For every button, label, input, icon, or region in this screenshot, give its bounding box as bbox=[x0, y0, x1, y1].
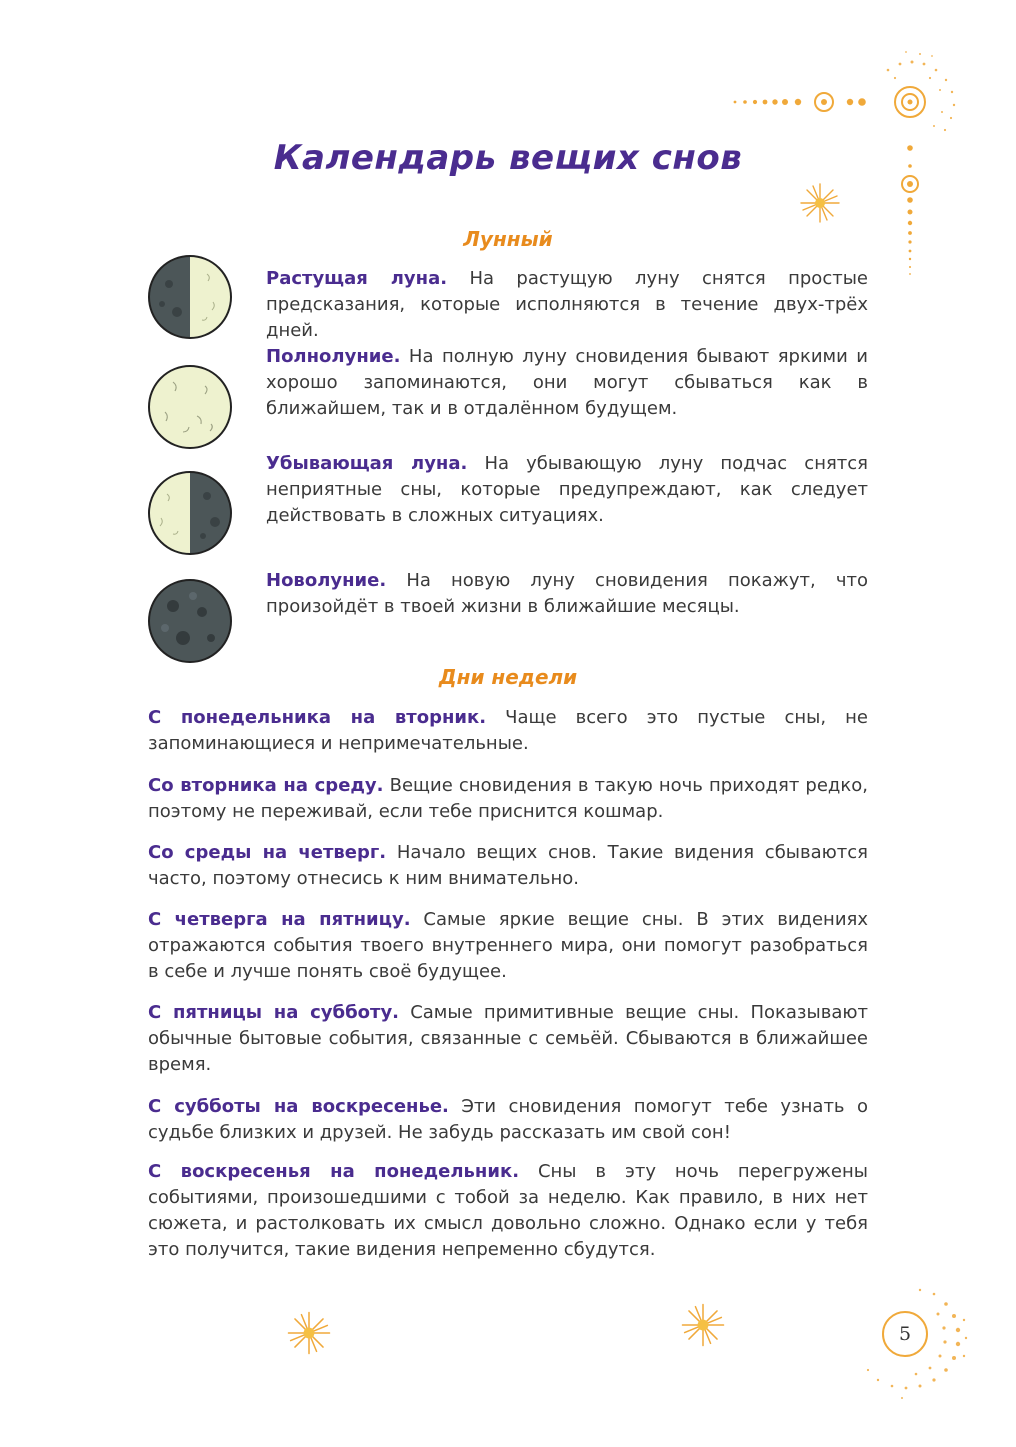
weekday-item: С пятницы на субботу. Самые примитивные вещие сны. Показывают обычные бытовые события, связанные с семьёй. Сбываются в ближайшее время. bbox=[148, 1002, 868, 1075]
page-title: Календарь вещих снов bbox=[273, 138, 743, 178]
waxing-moon-icon bbox=[147, 254, 233, 340]
lunar-heading: Лунный bbox=[463, 227, 553, 251]
sparkle-icon bbox=[676, 1298, 730, 1352]
lunar-item-full: Полнолуние. На полную луну сновидения бывают яркими и хорошо запоминаются, они могут сбываться как в ближайшем, так и в отдалённом будущем. bbox=[266, 346, 868, 419]
lunar-item-new: Новолуние. На новую луну сновидения покажут, что произойдёт в твоей жизни в ближайшие месяцы. bbox=[266, 570, 868, 617]
full-moon-icon bbox=[147, 364, 233, 450]
weekday-item: С четверга на пятницу. Самые яркие вещие сны. В этих видениях отражаются события твоего внутреннего мира, они помогут разобраться в себе и лучше понять своё будущее. bbox=[148, 909, 868, 982]
page-number: 5 bbox=[882, 1311, 928, 1357]
sparkle-icon bbox=[282, 1306, 336, 1360]
new-moon-icon bbox=[147, 578, 233, 664]
sparkle-icon bbox=[795, 178, 845, 228]
weekday-item: Со среды на четверг. Начало вещих снов. Такие видения сбываются часто, поэтому отнесись к ним внимательно. bbox=[148, 842, 869, 889]
weekday-item: С субботы на воскресенье. Эти сновидения помогут тебе узнать о судьбе близких и друзей. Не забудь рассказать им свой сон! bbox=[148, 1096, 868, 1143]
weekday-item: Со вторника на среду. Вещие сновидения в такую ночь приходят редко, поэтому не переживай, если тебе приснится кошмар. bbox=[148, 775, 868, 822]
weekday-item: С понедельника на вторник. Чаще всего это пустые сны, не запоминающиеся и непримечательные. bbox=[148, 707, 868, 754]
waning-moon-icon bbox=[147, 470, 233, 556]
weekday-item: С воскресенья на понедельник. Сны в эту ночь перегружены событиями, произошедшими с тобой за неделю. Как правило, в них нет сюжета, и растолковать их смысл довольно сложно. Однако если у тебя это получится, такие видения непременно сбудутся. bbox=[148, 1161, 868, 1260]
weekdays-heading: Дни недели bbox=[438, 665, 578, 689]
lunar-item-waxing: Растущая луна. На растущую луну снятся простые предсказания, которые исполняются в течение двух-трёх дней. bbox=[266, 268, 868, 341]
lunar-item-waning: Убывающая луна. На убывающую луну подчас снятся неприятные сны, которые предупреждают, как следует действовать в сложных ситуациях. bbox=[266, 453, 869, 526]
